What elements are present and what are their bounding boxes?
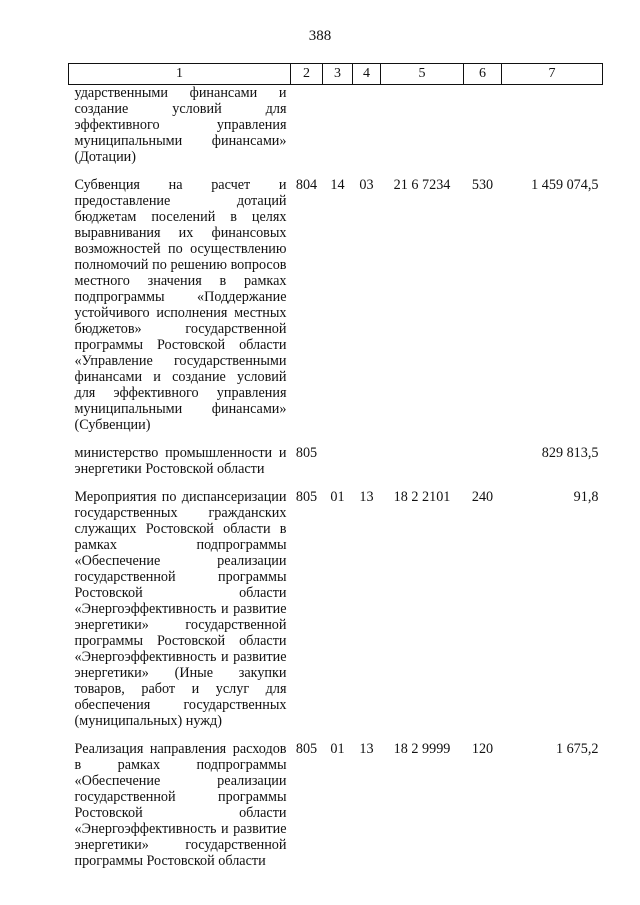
row-code-5 [381, 85, 464, 178]
row-code-6: 240 [471, 489, 494, 505]
page-number: 388 [308, 28, 332, 44]
row-amount: 829 813,5 [541, 445, 599, 461]
row-code-6 [464, 445, 502, 489]
row-code-3: 01 [330, 489, 345, 505]
row-code-4: 13 [359, 489, 374, 505]
row-code-5: 18 2 9999 [393, 741, 451, 757]
header-col-3: 3 [323, 64, 353, 85]
table-row [69, 741, 603, 869]
row-description: ударственными финансами и создание условий для эффективного управления муниципальными финансами» (Дотации) [74, 85, 287, 165]
row-code-6: 120 [471, 741, 494, 757]
row-code-2: 805 [295, 741, 318, 757]
table-row [69, 85, 603, 178]
row-description: Реализация направления расходов в рамках подпрограммы «Обеспечение реализации государственной программы Ростовской области «Энергоэффективность и развитие энергетики» государственной программы Ростовской области [74, 741, 287, 869]
row-amount: 91,8 [573, 489, 599, 505]
row-description: Мероприятия по диспансеризации государственных гражданских служащих Ростовской области в рамках подпрограммы «Обеспечение реализации государственной программы Ростовской области «Энергоэффективность и развитие энергетики» государственной программы Ростовской области «Энергоэффективность и развитие энергетики» (Иные закупки товаров, работ и услуг для обеспечения государственных (муниципальных) нужд) [74, 489, 287, 729]
row-code-4: 03 [359, 177, 374, 193]
row-code-5: 21 6 7234 [393, 177, 451, 193]
header-col-5: 5 [381, 64, 464, 85]
row-code-2: 805 [295, 489, 318, 505]
table-row [69, 177, 603, 445]
row-code-3 [323, 85, 353, 178]
table-row [69, 445, 603, 489]
table-header-row [69, 64, 603, 85]
row-code-4: 13 [359, 741, 374, 757]
row-code-2: 804 [295, 177, 318, 193]
row-code-2 [291, 85, 323, 178]
table-row [69, 489, 603, 741]
row-code-2: 805 [295, 445, 318, 461]
header-col-7: 7 [502, 64, 603, 85]
row-code-4 [353, 85, 381, 178]
row-amount: 1 459 074,5 [531, 177, 599, 193]
row-code-6: 530 [471, 177, 494, 193]
row-code-4 [353, 445, 381, 489]
row-code-6 [464, 85, 502, 178]
row-description: министерство промышленности и энергетики Ростовской области [74, 445, 287, 477]
header-col-6: 6 [464, 64, 502, 85]
header-col-4: 4 [353, 64, 381, 85]
row-code-5 [381, 445, 464, 489]
row-amount [502, 85, 603, 178]
row-description: Субвенция на расчет и предоставление дотаций бюджетам поселений в целях выравнивания их финансовых возможностей по осуществлению полномочий по решению вопросов местного значения в рамках подпрограммы «Поддержание устойчивого исполнения местных бюджетов» государственной программы Ростовской области «Управление государственными финансами и создание условий для эффективного управления муниципальными финансами» (Субвенции) [74, 177, 287, 433]
row-code-3: 01 [330, 741, 345, 757]
row-code-3: 14 [330, 177, 345, 193]
row-amount: 1 675,2 [555, 741, 599, 757]
header-col-2: 2 [291, 64, 323, 85]
row-code-3 [323, 445, 353, 489]
budget-table [68, 63, 603, 869]
row-code-5: 18 2 2101 [393, 489, 451, 505]
header-col-1: 1 [69, 64, 291, 85]
